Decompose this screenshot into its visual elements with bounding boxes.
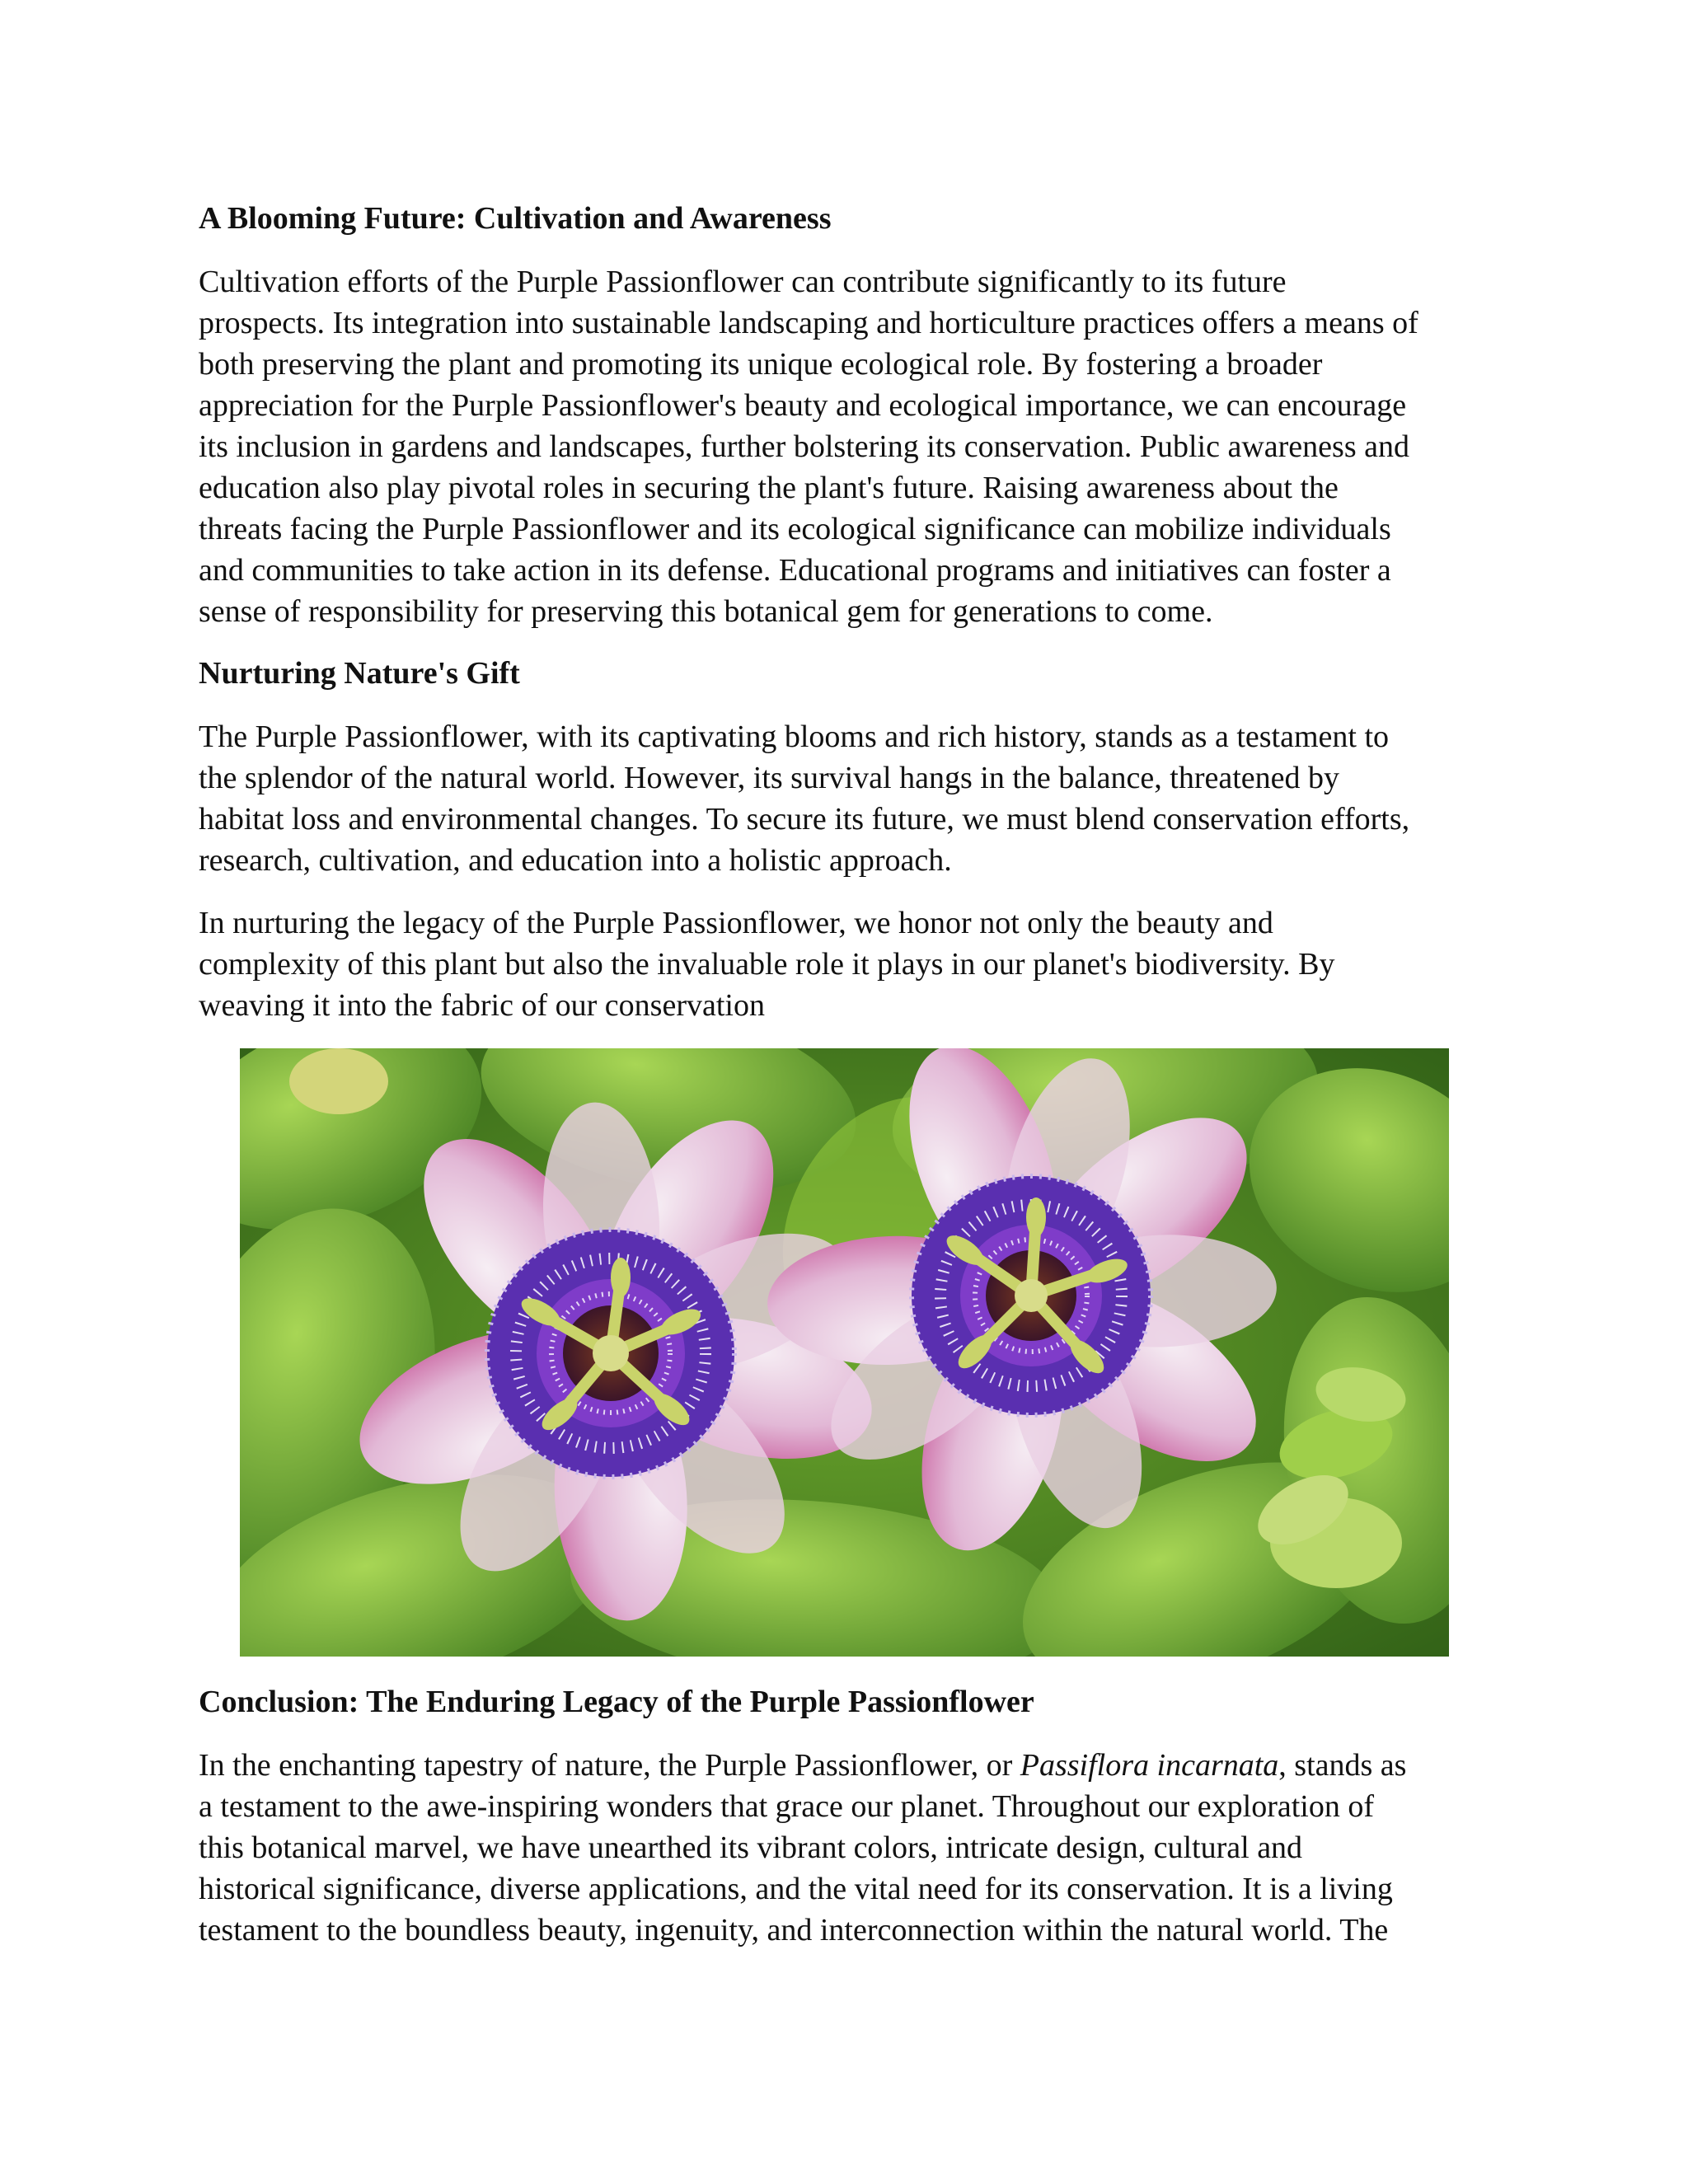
paragraph-blooming-future <box>199 261 1517 632</box>
paragraph-line: historical significance, diverse applications, and the vital need for its conservation. It is a living <box>199 1872 1393 1906</box>
section-heading-conclusion: Conclusion: The Enduring Legacy of the Purple Passionflower <box>199 1685 1034 1719</box>
paragraph-line: prospects. Its integration into sustainable landscaping and horticulture practices offers a means of <box>199 306 1418 340</box>
scientific-name: Passiflora incarnata <box>1020 1748 1279 1783</box>
paragraph-line: habitat loss and environmental changes. To secure its future, we must blend conservation efforts, <box>199 802 1410 837</box>
paragraph-nurturing-1 <box>199 716 1517 881</box>
paragraph-conclusion <box>199 1745 1517 1951</box>
passionflower-illustration <box>240 1048 1449 1657</box>
text-run: In the enchanting tapestry of nature, the Purple Passionflower, or <box>199 1748 1020 1783</box>
paragraph-line: sense of responsibility for preserving this botanical gem for generations to come. <box>199 594 1213 629</box>
paragraph-nurturing-2 <box>199 902 1517 1026</box>
paragraph-line <box>199 1745 1517 1786</box>
paragraph-line: research, cultivation, and education into a holistic approach. <box>199 843 952 878</box>
paragraph-line: threats facing the Purple Passionflower and its ecological significance can mobilize individuals <box>199 512 1391 546</box>
paragraph-line: a testament to the awe-inspiring wonders that grace our planet. Throughout our exploration of <box>199 1789 1375 1824</box>
paragraph-line: appreciation for the Purple Passionflower's beauty and ecological importance, we can encourage <box>199 388 1407 423</box>
passionflower-photo <box>240 1048 1449 1657</box>
section-heading-nurturing: Nurturing Nature's Gift <box>199 656 520 691</box>
paragraph-line: Cultivation efforts of the Purple Passionflower can contribute significantly to its future <box>199 265 1287 299</box>
text-run: , stands as <box>1278 1748 1407 1783</box>
paragraph-line: weaving it into the fabric of our conservation <box>199 988 765 1023</box>
paragraph-line: this botanical marvel, we have unearthed its vibrant colors, intricate design, cultural and <box>199 1830 1303 1865</box>
paragraph-line: education also play pivotal roles in securing the plant's future. Raising awareness about the <box>199 471 1339 505</box>
paragraph-line: The Purple Passionflower, with its captivating blooms and rich history, stands as a testament to <box>199 719 1389 754</box>
paragraph-line: its inclusion in gardens and landscapes, further bolstering its conservation. Public awareness and <box>199 429 1409 464</box>
section-heading-blooming-future: A Blooming Future: Cultivation and Awareness <box>199 201 832 236</box>
paragraph-line: In nurturing the legacy of the Purple Passionflower, we honor not only the beauty and <box>199 906 1273 940</box>
paragraph-line: testament to the boundless beauty, ingenuity, and interconnection within the natural world. The <box>199 1913 1389 1947</box>
paragraph-line: complexity of this plant but also the invaluable role it plays in our planet's biodiversity. By <box>199 947 1335 982</box>
paragraph-line: both preserving the plant and promoting its unique ecological role. By fostering a broader <box>199 347 1323 382</box>
paragraph-line: and communities to take action in its defense. Educational programs and initiatives can foster a <box>199 553 1391 588</box>
paragraph-line: the splendor of the natural world. However, its survival hangs in the balance, threatened by <box>199 761 1339 795</box>
